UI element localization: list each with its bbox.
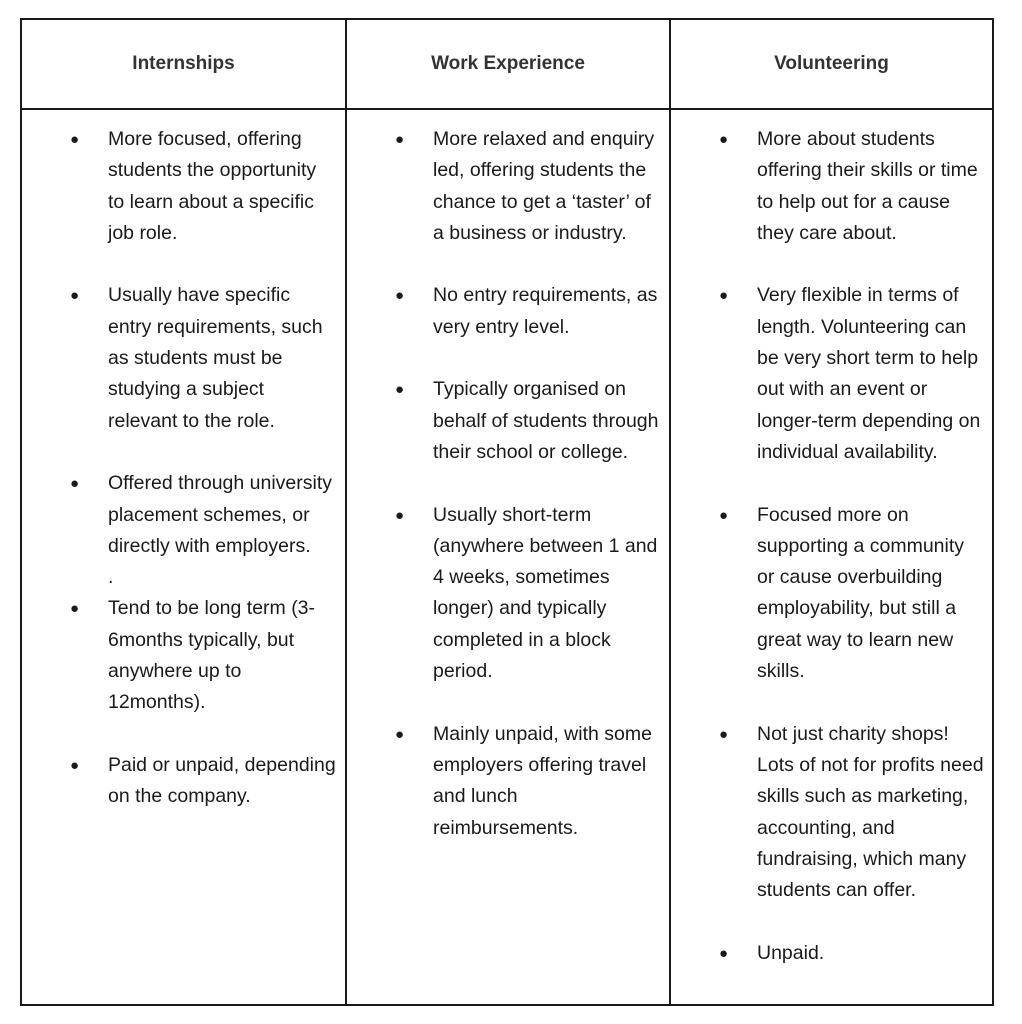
internships-column: [22, 110, 345, 1004]
list-item: ● Not just charity shops! Lots of not for profits need skills such as marketing, accounting, and fundraising, which many students can offer.: [671, 719, 992, 907]
bullet-icon: ●: [719, 287, 729, 305]
header-work-experience: Work Experience: [431, 53, 585, 74]
volunteering-list: [671, 124, 992, 969]
bullet-icon: ●: [719, 506, 729, 524]
list-item: ● Usually have specific entry requirements, such as students must be studying a subject relevant to the role.: [22, 280, 345, 436]
list-item: ● Mainly unpaid, with some employers offering travel and lunch reimbursements.: [347, 719, 669, 844]
bullet-icon: ●: [395, 131, 405, 148]
bullet-icon: ●: [395, 506, 405, 524]
list-item: ● More about students offering their skills or time to help out for a cause they care about.: [671, 124, 992, 249]
bullet-icon: ●: [395, 287, 405, 305]
list-item: ● Unpaid.: [671, 938, 992, 969]
header-volunteering: Volunteering: [774, 53, 889, 74]
list-item: ● More focused, offering students the opportunity to learn about a specific job role.: [22, 124, 345, 249]
list-item: ● No entry requirements, as very entry level.: [347, 280, 669, 343]
list-item: ● Usually short-term (anywhere between 1 and 4 weeks, sometimes longer) and typically completed in a block period.: [347, 500, 669, 688]
list-item: ● Typically organised on behalf of students through their school or college.: [347, 374, 669, 468]
bullet-icon: ●: [719, 944, 729, 962]
internships-list: [22, 124, 345, 813]
work-experience-column: [347, 110, 669, 1004]
list-item: ● Focused more on supporting a community or cause overbuilding employability, but still a great way to learn new skills.: [671, 500, 992, 688]
bullet-icon: ●: [70, 475, 80, 493]
bullet-icon: ●: [70, 600, 80, 618]
bullet-icon: ●: [70, 131, 80, 148]
work-experience-list: [347, 124, 669, 844]
bullet-icon: ●: [719, 725, 729, 743]
bullet-icon: ●: [395, 725, 405, 743]
header-internships: Internships: [132, 53, 235, 74]
comparison-table: [20, 18, 994, 1006]
list-item: ● Tend to be long term (3-6months typically, but anywhere up to 12months).: [22, 593, 345, 718]
bullet-icon: ●: [395, 381, 405, 399]
bullet-icon: ●: [70, 756, 80, 774]
bullet-icon: ●: [70, 287, 80, 305]
bullet-icon: ●: [719, 131, 729, 148]
list-item: ● More relaxed and enquiry led, offering students the chance to get a ‘taster’ of a business or industry.: [347, 124, 669, 249]
stray-period: .: [108, 566, 114, 589]
list-item: ● Very flexible in terms of length. Volunteering can be very short term to help out with an event or longer-term depending on individual availability.: [671, 280, 992, 468]
list-item: ● Offered through university placement schemes, or directly with employers.: [22, 468, 345, 562]
list-item: ● Paid or unpaid, depending on the company.: [22, 750, 345, 813]
volunteering-column: [671, 110, 992, 1004]
